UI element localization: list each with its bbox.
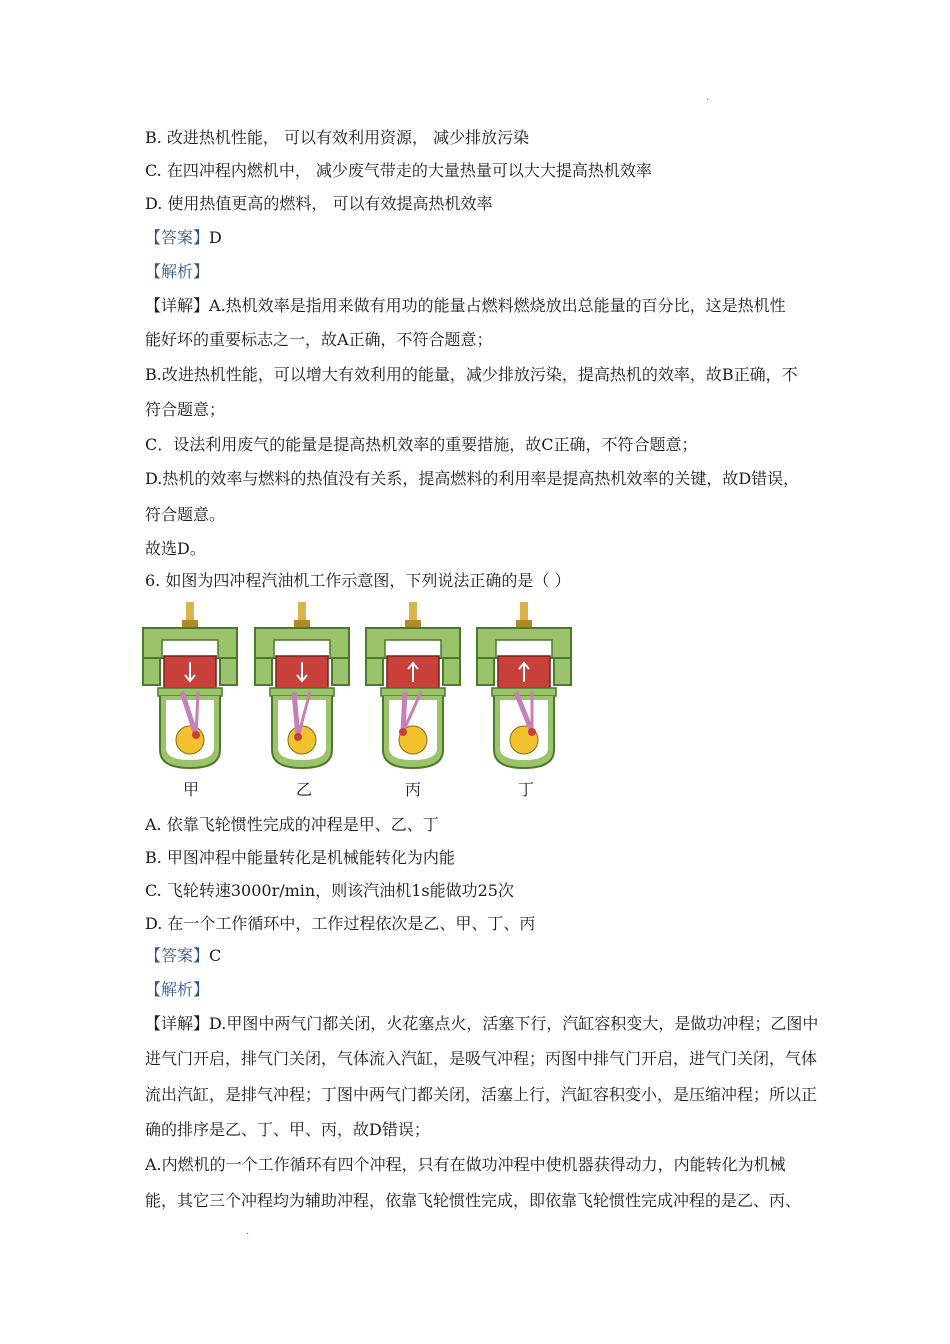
q5-analysis-tag: 【解析】 xyxy=(145,262,210,281)
q6-analysis-tag: 【解析】 xyxy=(145,980,210,999)
detail-tag: 【详解】 xyxy=(145,1014,210,1033)
detail-text: D.甲图中两气门都关闭，火花塞点火，活塞下行，汽缸容积变大，是做功冲程；乙图中 xyxy=(209,1014,819,1033)
engine-label-jia: 甲 xyxy=(183,780,200,799)
q5-answer xyxy=(145,228,222,248)
q5-option-d: D. 使用热值更高的燃料， 可以有效提高热机效率 xyxy=(145,194,493,213)
detail-tag: 【详解】 xyxy=(145,296,210,315)
engine-diagram-yi xyxy=(252,600,352,800)
q6-detail-line xyxy=(145,1014,818,1034)
q6-detail-line: 确的排序是乙、丁、甲、丙，故D错误； xyxy=(145,1120,430,1139)
engine-label-bing: 丙 xyxy=(405,780,422,799)
q6-question: 6. 如图为四冲程汽油机工作示意图，下列说法正确的是（ ） xyxy=(145,571,571,590)
q6-option-a: A. 依靠飞轮惯性完成的冲程是甲、乙、丁 xyxy=(145,815,439,834)
answer-tag: 【答案】 xyxy=(145,946,210,965)
engine-label-yi: 乙 xyxy=(296,780,313,799)
q6-detail-line: 能，其它三个冲程均为辅助冲程，依靠飞轮惯性完成，即依靠飞轮惯性完成冲程的是乙、丙、 xyxy=(145,1191,802,1210)
q6-detail-line: A.内燃机的一个工作循环有四个冲程，只有在做功冲程中使机器获得动力，内能转化为机械 xyxy=(145,1155,786,1174)
q6-answer xyxy=(145,946,221,966)
engine-label-ding: 丁 xyxy=(518,780,535,799)
page-mark: . xyxy=(246,1226,250,1237)
page-mark: . xyxy=(706,92,710,103)
engine-diagram-bing xyxy=(363,600,463,800)
q5-option-b: B. 改进热机性能， 可以有效利用资源， 减少排放污染 xyxy=(145,128,530,147)
q6-option-b: B. 甲图冲程中能量转化是机械能转化为内能 xyxy=(145,848,455,867)
q5-detail-line: 符合题意； xyxy=(145,400,226,419)
q6-option-c: C. 飞轮转速3000r/min，则该汽油机1s能做功25次 xyxy=(145,881,514,900)
detail-text: A.热机效率是指用来做有用功的能量占燃料燃烧放出总能量的百分比，这是热机性 xyxy=(209,296,786,315)
q5-detail-line: 符合题意。 xyxy=(145,505,226,524)
engine-diagram-jia xyxy=(140,600,240,800)
q5-detail-line: C．设法利用废气的能量是提高热机效率的重要措施，故C正确，不符合题意； xyxy=(145,435,698,454)
q5-detail-line: B.改进热机性能，可以增大有效利用的能量，减少排放污染，提高热机的效率，故B正确，不 xyxy=(145,365,798,384)
answer-value: C xyxy=(209,946,222,965)
q5-conclusion: 故选D。 xyxy=(145,539,206,558)
q5-detail-line xyxy=(145,296,786,316)
q5-option-c: C. 在四冲程内燃机中， 减少废气带走的大量热量可以大大提高热机效率 xyxy=(145,161,652,180)
answer-value: D xyxy=(209,228,222,247)
q6-detail-line: 流出汽缸，是排气冲程；丁图中两气门都关闭，活塞上行，汽缸容积变小，是压缩冲程；所以正 xyxy=(145,1085,818,1104)
q6-detail-line: 进气门开启，排气门关闭，气体流入汽缸，是吸气冲程；丙图中排气门开启，进气门关闭，气体 xyxy=(145,1049,818,1068)
engine-diagram-ding xyxy=(474,600,574,800)
answer-tag: 【答案】 xyxy=(145,228,210,247)
q5-detail-line: 能好坏的重要标志之一，故A正确，不符合题意； xyxy=(145,330,493,349)
q5-detail-line: D.热机的效率与燃料的热值没有关系，提高燃料的利用率是提高热机效率的关键，故D错误， xyxy=(145,469,800,488)
q6-option-d: D. 在一个工作循环中，工作过程依次是乙、甲、丁、丙 xyxy=(145,914,536,933)
